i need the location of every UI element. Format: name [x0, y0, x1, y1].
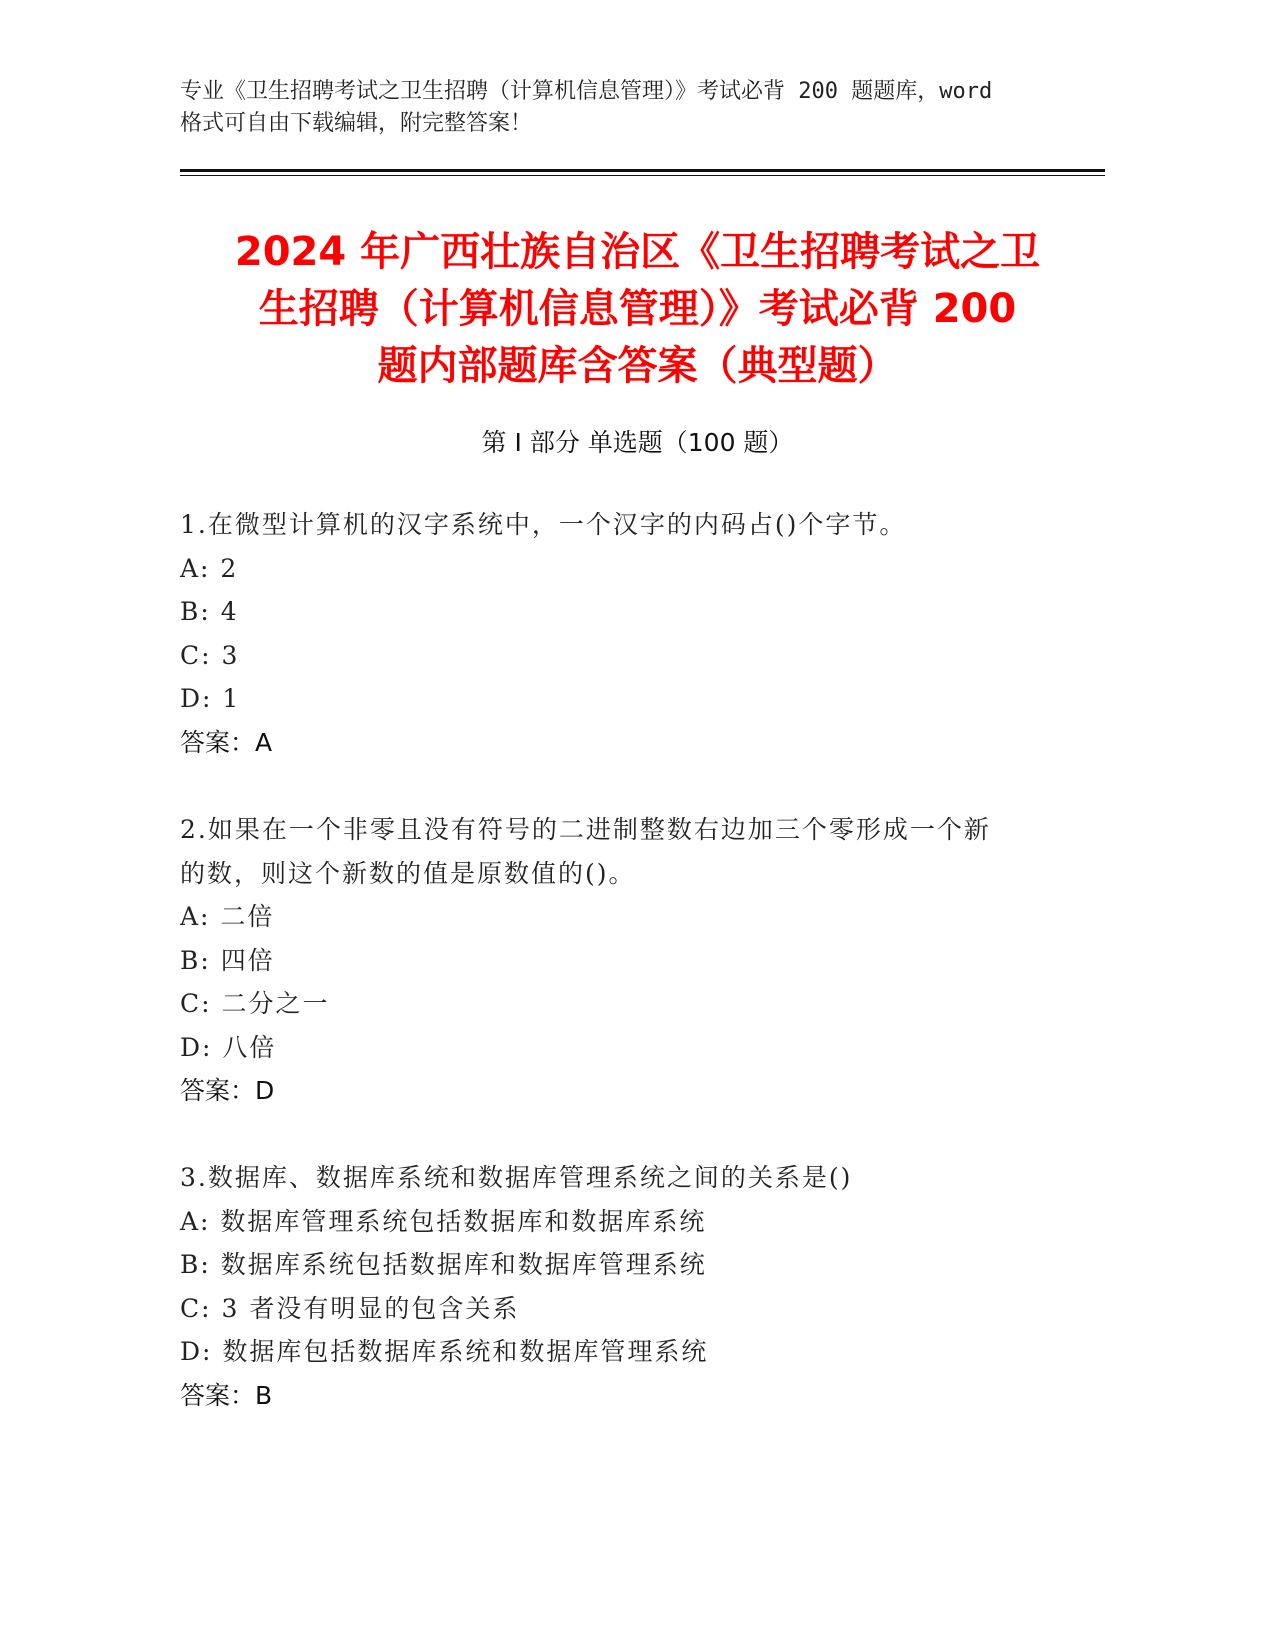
header-rule-thin [180, 175, 1105, 176]
header-line-1: 专业《卫生招聘考试之卫生招聘（计算机信息管理）》考试必背 200 题题库，word [180, 79, 993, 104]
title-line-1: 2024 年广西壮族自治区《卫生招聘考试之卫 [234, 229, 1041, 275]
option-a: A: 二倍 [180, 902, 275, 931]
answer: 答案：D [180, 1076, 275, 1105]
header-rule-thick [180, 169, 1105, 172]
option-b: B: 4 [180, 597, 239, 626]
option-d: D: 数据库包括数据库系统和数据库管理系统 [180, 1337, 709, 1366]
option-c: C: 3 者没有明显的包含关系 [180, 1293, 520, 1323]
answer: 答案：A [180, 727, 273, 757]
section-heading: 第 I 部分 单选题（100 题） [481, 428, 794, 457]
option-b: B: 数据库系统包括数据库和数据库管理系统 [180, 1250, 707, 1279]
question-stem: 1.在微型计算机的汉字系统中，一个汉字的内码占()个字节。 [180, 510, 907, 539]
question-1 [180, 503, 1040, 764]
answer: 答案：B [180, 1380, 273, 1410]
option-d: D: 1 [180, 684, 241, 713]
document-title [180, 224, 1095, 395]
header-line-2: 格式可自由下载编辑，附完整答案！ [180, 111, 533, 136]
option-a: A: 数据库管理系统包括数据库和数据库系统 [180, 1206, 707, 1236]
option-b: B: 四倍 [180, 945, 275, 975]
option-c: C: 3 [180, 640, 240, 670]
question-stem-cont: 的数，则这个新数的值是原数值的()。 [180, 858, 636, 888]
title-line-2: 生招聘（计算机信息管理）》考试必背 200 [258, 286, 1017, 332]
question-2 [180, 808, 1040, 1113]
question-3 [180, 1156, 1040, 1417]
title-line-3: 题内部题库含答案（典型题） [377, 343, 898, 389]
option-a: A: 2 [180, 553, 239, 583]
option-d: D: 八倍 [180, 1032, 277, 1062]
question-stem: 3.数据库、数据库系统和数据库管理系统之间的关系是() [180, 1163, 853, 1192]
option-c: C: 二分之一 [180, 989, 330, 1018]
question-stem: 2.如果在一个非零且没有符号的二进制整数右边加三个零形成一个新 [180, 815, 991, 844]
